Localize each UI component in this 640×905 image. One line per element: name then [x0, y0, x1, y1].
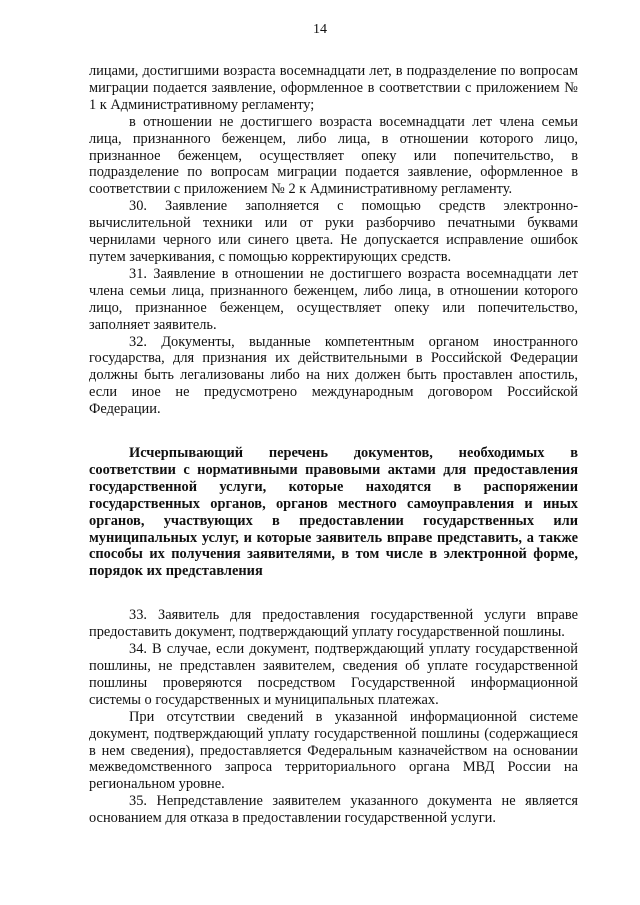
paragraph-30: 30. Заявление заполняется с помощью средств электронно-вычислительной техники или от руки разборчиво печатными буквами чернилами черного или синего цвета. Не допускается исправление ошибок путем зачеркивания, с помощью корректирующих средств.: [89, 198, 578, 265]
paragraph-34-continued: При отсутствии сведений в указанной информационной системе документ, подтверждающий уплату государственной пошлины (содержащиеся в нем сведения), предоставляется Федеральным казначейством на основании межведомственного запроса территориального органа МВД России на региональном уровне.: [89, 708, 578, 793]
paragraph-34: 34. В случае, если документ, подтверждающий уплату государственной пошлины, не представлен заявителем, сведения об уплате государственной пошлины проверяются посредством Государственной информационной системы о государственных и муниципальных платежах.: [89, 641, 578, 708]
paragraph-35: 35. Непредставление заявителем указанного документа не является основанием для отказа в предоставлении государственной услуги.: [89, 793, 578, 827]
paragraph-minor-family-member: в отношении не достигшего возраста восемнадцати лет члена семьи лица, признанного беженцем, либо лица, в отношении которого лицо, признанное беженцем, осуществляет опеку или попечительство, в подразделение по вопросам миграции подается заявление, оформленное в соответствии с приложением № 2 к Административному регламенту.: [89, 113, 578, 198]
section-heading: Исчерпывающий перечень документов, необходимых в соответствии с нормативными правовыми актами для предоставления государственной услуги, которые находятся в распоряжении государственных органов, органов местного самоуправления и иных органов, участвующих в предоставлении государственных или муниципальных услуг, и которые заявитель вправе представить, а также способы их получения заявителями, в том числе в электронной форме, порядок их представления: [89, 445, 578, 580]
paragraph-continuation: лицами, достигшими возраста восемнадцати лет, в подразделение по вопросам миграции подается заявление, оформленное в соответствии с приложением № 1 к Административному регламенту;: [89, 63, 578, 113]
page-number: 14: [313, 22, 327, 37]
paragraph-31: 31. Заявление в отношении не достигшего возраста восемнадцати лет члена семьи лица, признанного беженцем, либо лица, в отношении которого лицо, признанное беженцем, осуществляет опеку или попечительство, заполняет заявитель.: [89, 265, 578, 333]
paragraph-32: 32. Документы, выданные компетентным органом иностранного государства, для признания их действительными в Российской Федерации должны быть легализованы либо на них должен быть проставлен апостиль, если иное не предусмотрено международным договором Российской Федерации.: [89, 333, 578, 418]
document-body: [89, 63, 578, 827]
paragraph-33: 33. Заявитель для предоставления государственной услуги вправе предоставить документ, подтверждающий уплату государственной пошлины.: [89, 607, 578, 641]
